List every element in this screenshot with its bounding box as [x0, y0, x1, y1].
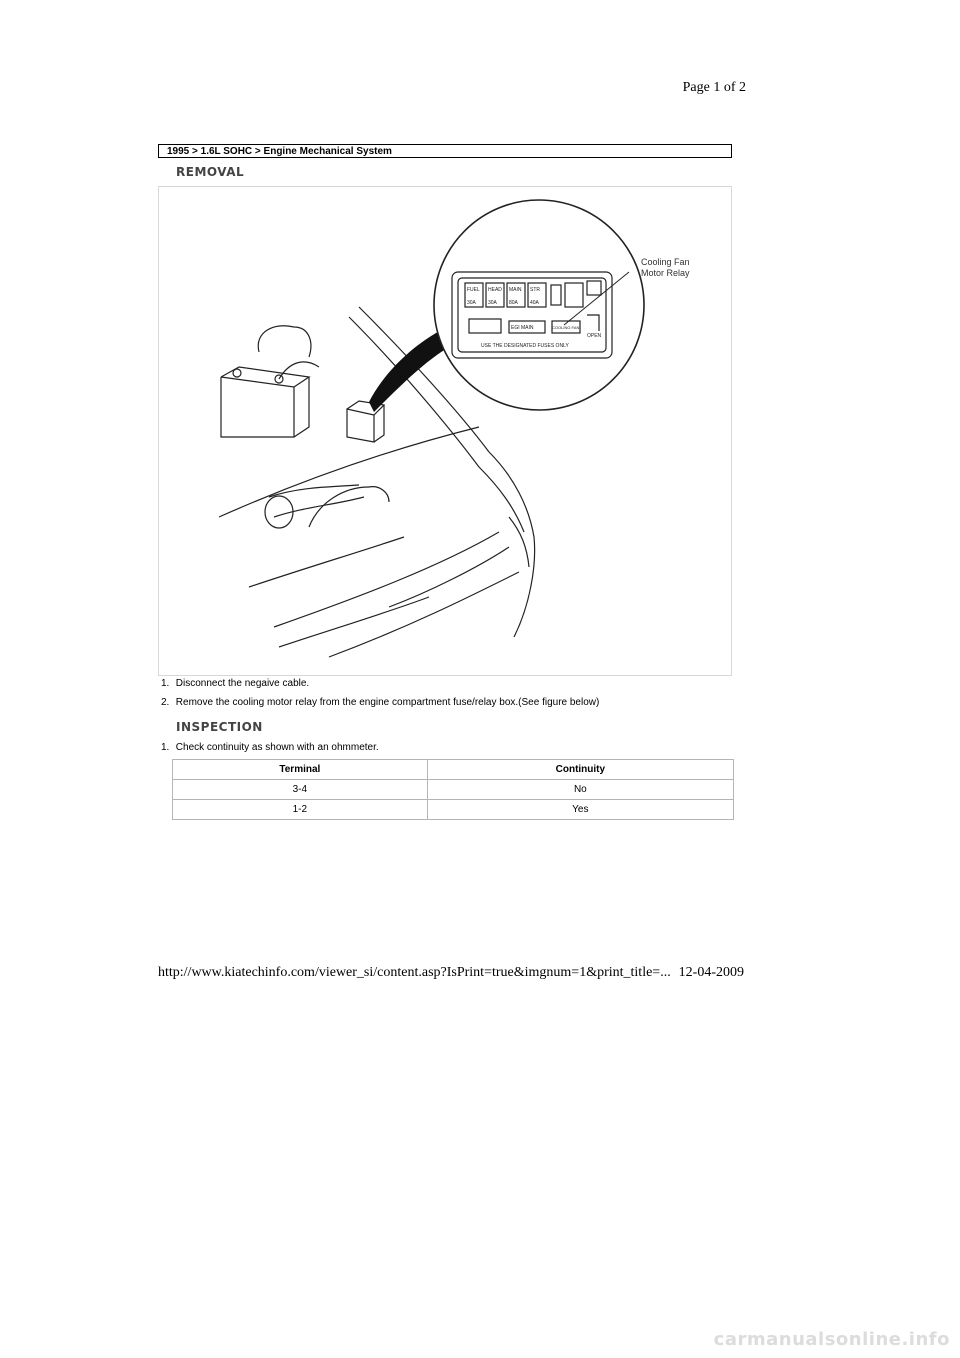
continuity-cell: Yes — [427, 800, 733, 820]
step-text: Disconnect the negaive cable. — [175, 678, 310, 689]
table-row — [173, 800, 734, 820]
fuse-rating-2: 30A — [488, 300, 497, 306]
fuse-label-fuel: FUEL — [467, 287, 480, 293]
footer-date: 12-04-2009 — [678, 965, 744, 980]
step-number: 1. — [161, 742, 170, 753]
removal-figure — [158, 186, 732, 676]
step-number: 1. — [161, 678, 170, 689]
watermark: carmanualsonline.info — [713, 1329, 950, 1350]
inspection-step-1 — [161, 742, 379, 753]
table-header-row — [173, 760, 734, 780]
terminal-cell: 1-2 — [173, 800, 428, 820]
continuity-table — [172, 759, 734, 820]
header-continuity: Continuity — [427, 760, 733, 780]
fuse-label-egi-main: EGI MAIN — [511, 325, 534, 331]
removal-title: REMOVAL — [176, 165, 245, 179]
page-number: Page 1 of 2 — [682, 80, 746, 95]
table-row — [173, 780, 734, 800]
step-text: Remove the cooling motor relay from the engine compartment fuse/relay box.(See figure below) — [175, 697, 600, 708]
inspection-title: INSPECTION — [176, 720, 263, 734]
removal-step-1 — [161, 678, 309, 689]
relay-location-diagram — [159, 187, 731, 675]
footer-url: http://www.kiatechinfo.com/viewer_si/content.asp?IsPrint=true&imgnum=1&print_title=... — [158, 965, 671, 980]
step-number: 2. — [161, 697, 170, 708]
breadcrumb: 1995 > 1.6L SOHC > Engine Mechanical System — [158, 144, 732, 158]
fuse-rating-1: 30A — [467, 300, 476, 306]
removal-step-2 — [161, 697, 599, 708]
fuse-label-cooling-fan: COOLING FAN — [552, 325, 580, 330]
callout-line-2: Motor Relay — [641, 268, 690, 278]
fuse-label-head: HEAD — [488, 287, 502, 293]
terminal-cell: 3-4 — [173, 780, 428, 800]
continuity-cell: No — [427, 780, 733, 800]
fuse-rating-3: 80A — [509, 300, 518, 306]
fuse-box-notice: USE THE DESIGNATED FUSES ONLY — [481, 343, 569, 349]
fuse-rating-4: 40A — [530, 300, 539, 306]
fuse-label-str: STR — [530, 287, 540, 293]
step-text: Check continuity as shown with an ohmmeter. — [175, 742, 379, 753]
callout-line-1: Cooling Fan — [641, 257, 690, 267]
fuse-label-main: MAIN — [509, 287, 522, 293]
fuse-label-open: OPEN — [587, 333, 602, 339]
header-terminal: Terminal — [173, 760, 428, 780]
